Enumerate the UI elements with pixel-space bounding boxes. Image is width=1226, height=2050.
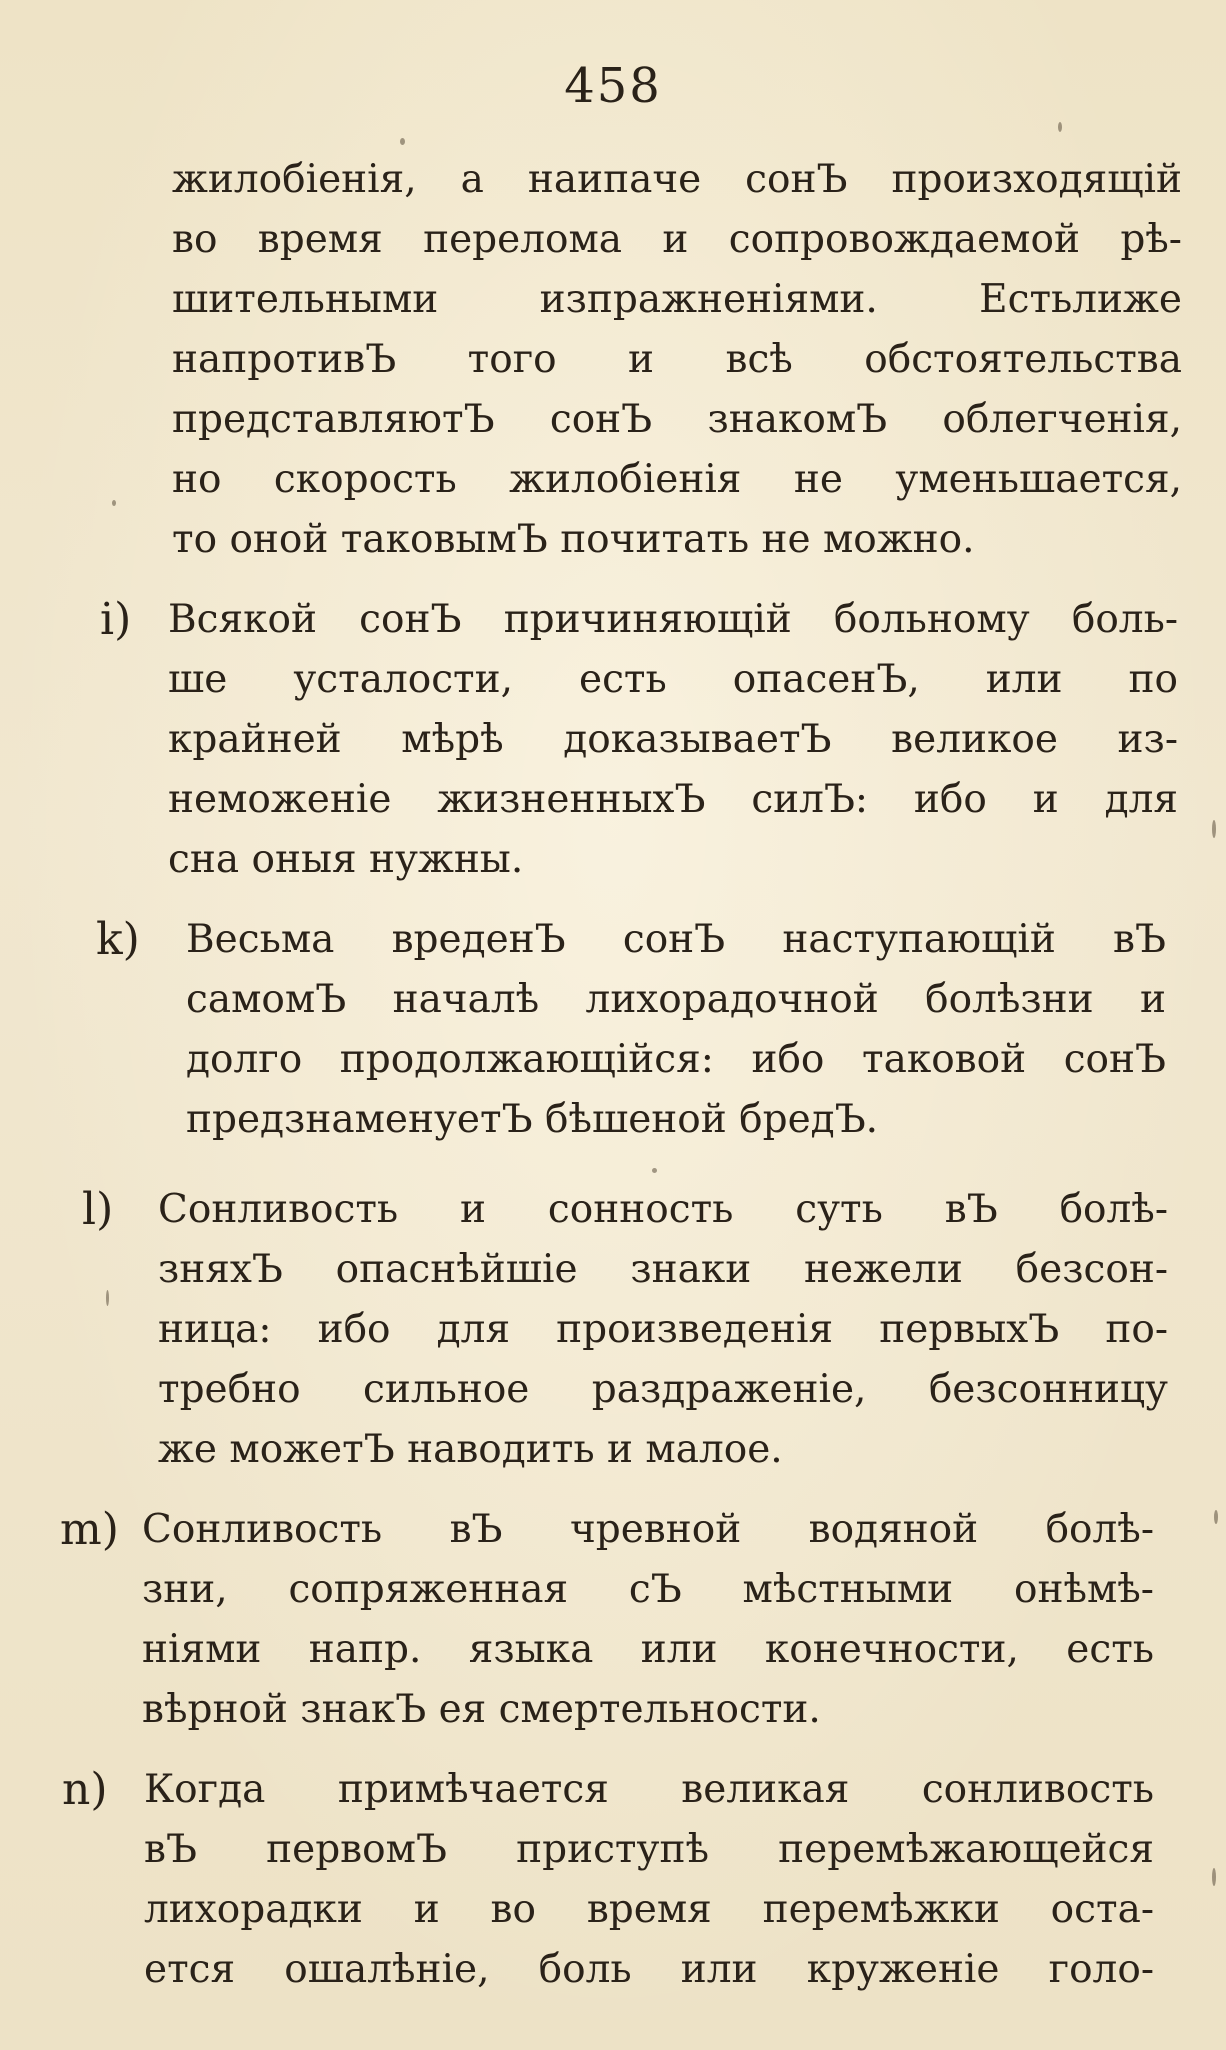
paper-speck <box>1212 1868 1216 1886</box>
text-line: шительными изпражненіями. Естьлиже <box>172 277 1182 322</box>
text-line: самомЪ началѣ лихорадочной болѣзни и <box>186 977 1166 1022</box>
text-line: же можетЪ наводить и малое. <box>158 1427 783 1472</box>
paper-speck <box>1214 1510 1218 1524</box>
text-line: ше усталости, есть опасенЪ, или по <box>168 657 1178 702</box>
text-line: ется ошалѣніе, боль или круженіе голо- <box>144 1947 1154 1992</box>
text-line: Сонливость вЪ чревной водяной болѣ- <box>142 1507 1154 1552</box>
paper-speck <box>1058 122 1062 132</box>
text-line: вѣрной знакЪ ея смертельности. <box>142 1687 821 1732</box>
text-line: вЪ первомЪ приступѣ перемѣжающейся <box>144 1827 1154 1872</box>
text-line: во время перелома и сопровождаемой рѣ- <box>172 217 1182 262</box>
text-line: но скорость жилобіенія не уменьшается, <box>172 457 1182 502</box>
paper-speck <box>652 1168 657 1173</box>
paragraph-marker: n) <box>62 1764 108 1815</box>
paper-speck <box>400 138 405 145</box>
text-line: лихорадки и во время перемѣжки оста- <box>144 1887 1154 1932</box>
paragraph-marker: k) <box>96 914 140 965</box>
text-line: напротивЪ того и всѣ обстоятельства <box>172 337 1182 382</box>
page-number: 458 <box>564 58 662 114</box>
text-line: жилобіенія, а наипаче сонЪ произходящій <box>172 157 1182 202</box>
text-line: то оной таковымЪ почитать не можно. <box>172 517 975 562</box>
paragraph-marker: i) <box>100 594 132 645</box>
paper-speck <box>106 1290 109 1306</box>
text-line: представляютЪ сонЪ знакомЪ облегченія, <box>172 397 1182 442</box>
paragraph-marker: l) <box>82 1184 114 1235</box>
text-line: предзнаменуетЪ бѣшеной бредЪ. <box>186 1097 879 1142</box>
text-line: ніями напр. языка или конечности, есть <box>142 1627 1154 1672</box>
text-line: Сонливость и сонность суть вЪ болѣ- <box>158 1187 1168 1232</box>
text-line: зни, сопряженная сЪ мѣстными онѣмѣ- <box>142 1567 1154 1612</box>
text-line: сна оныя нужны. <box>168 837 524 882</box>
text-line: зняхЪ опаснѣйшіе знаки нежели безсон- <box>158 1247 1168 1292</box>
paragraph-marker: m) <box>60 1504 119 1555</box>
text-line: Всякой сонЪ причиняющій больному боль- <box>168 597 1178 642</box>
text-line: Весьма вреденЪ сонЪ наступающій вЪ <box>186 917 1166 962</box>
paper-speck <box>1212 820 1216 838</box>
paper-speck <box>112 500 116 506</box>
text-line: долго продолжающійся: ибо таковой сонЪ <box>186 1037 1166 1082</box>
text-line: требно сильное раздраженіе, безсонницу <box>158 1367 1168 1412</box>
text-line: ница: ибо для произведенія первыхЪ по- <box>158 1307 1168 1352</box>
text-line: неможеніе жизненныхЪ силЪ: ибо и для <box>168 777 1178 822</box>
text-line: крайней мѣрѣ доказываетЪ великое из- <box>168 717 1178 762</box>
text-line: Когда примѣчается великая сонливость <box>144 1767 1154 1812</box>
